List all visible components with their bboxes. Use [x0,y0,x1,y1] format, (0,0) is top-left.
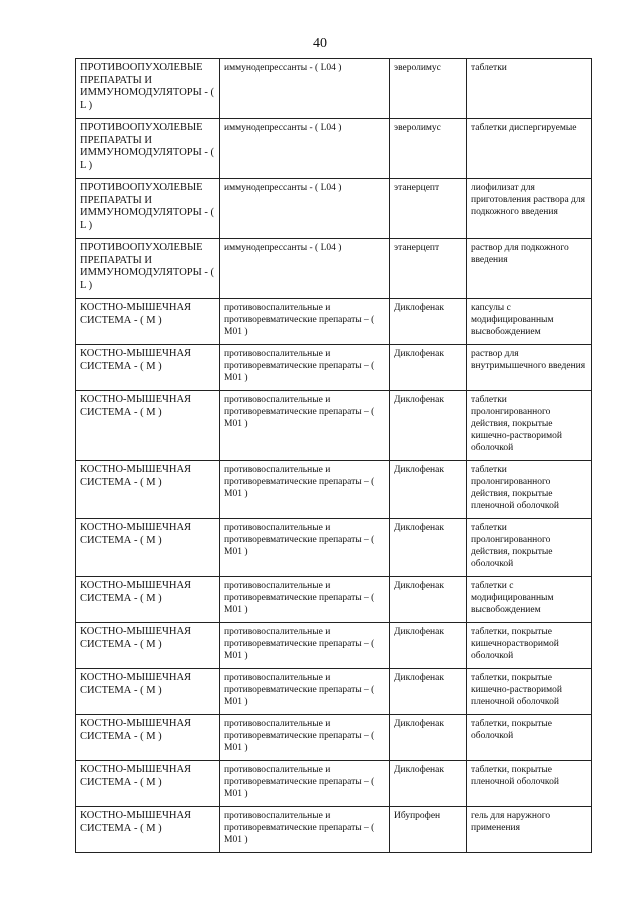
substance-cell: Диклофенак [390,461,467,519]
substance-cell: Ибупрофен [390,807,467,853]
substance-cell: Диклофенак [390,299,467,345]
group-cell: КОСТНО-МЫШЕЧНАЯ СИСТЕМА - ( M ) [76,461,220,519]
table-row [76,59,592,119]
subgroup-cell: иммунодепрессанты - ( L04 ) [220,59,390,119]
group-cell: КОСТНО-МЫШЕЧНАЯ СИСТЕМА - ( M ) [76,715,220,761]
substance-cell: Диклофенак [390,519,467,577]
table-row [76,715,592,761]
substance-cell: Диклофенак [390,761,467,807]
group-cell: КОСТНО-МЫШЕЧНАЯ СИСТЕМА - ( M ) [76,299,220,345]
form-cell: таблетки, покрытые кишечно-растворимой пленочной оболочкой [467,669,592,715]
group-cell: КОСТНО-МЫШЕЧНАЯ СИСТЕМА - ( M ) [76,807,220,853]
table-row [76,299,592,345]
group-cell: КОСТНО-МЫШЕЧНАЯ СИСТЕМА - ( M ) [76,761,220,807]
group-cell: ПРОТИВООПУХОЛЕВЫЕ ПРЕПАРАТЫ И ИММУНОМОДУЛЯТОРЫ - ( L ) [76,59,220,119]
substance-cell: эверолимус [390,119,467,179]
form-cell: таблетки пролонгированного действия, покрытые оболочкой [467,519,592,577]
subgroup-cell: иммунодепрессанты - ( L04 ) [220,119,390,179]
table-row [76,807,592,853]
drug-table [75,58,592,853]
group-cell: КОСТНО-МЫШЕЧНАЯ СИСТЕМА - ( M ) [76,345,220,391]
table-row [76,345,592,391]
form-cell: капсулы с модифицированным высвобождением [467,299,592,345]
substance-cell: этанерцепт [390,179,467,239]
substance-cell: Диклофенак [390,623,467,669]
subgroup-cell: противовоспалительные и противоревматические препараты – ( M01 ) [220,391,390,461]
substance-cell: Диклофенак [390,391,467,461]
subgroup-cell: противовоспалительные и противоревматические препараты – ( M01 ) [220,807,390,853]
substance-cell: эверолимус [390,59,467,119]
form-cell: таблетки, покрытые кишечнорастворимой оболочкой [467,623,592,669]
table-row [76,577,592,623]
table-row [76,239,592,299]
group-cell: КОСТНО-МЫШЕЧНАЯ СИСТЕМА - ( M ) [76,519,220,577]
form-cell: таблетки диспергируемые [467,119,592,179]
subgroup-cell: противовоспалительные и противоревматические препараты – ( M01 ) [220,577,390,623]
group-cell: КОСТНО-МЫШЕЧНАЯ СИСТЕМА - ( M ) [76,669,220,715]
form-cell: таблетки пролонгированного действия, покрытые пленочной оболочкой [467,461,592,519]
subgroup-cell: противовоспалительные и противоревматические препараты – ( M01 ) [220,345,390,391]
subgroup-cell: противовоспалительные и противоревматические препараты – ( M01 ) [220,669,390,715]
subgroup-cell: противовоспалительные и противоревматические препараты – ( M01 ) [220,715,390,761]
subgroup-cell: противовоспалительные и противоревматические препараты – ( M01 ) [220,519,390,577]
substance-cell: Диклофенак [390,577,467,623]
substance-cell: Диклофенак [390,715,467,761]
form-cell: раствор для внутримышечного введения [467,345,592,391]
table-row [76,461,592,519]
substance-cell: Диклофенак [390,345,467,391]
form-cell: раствор для подкожного введения [467,239,592,299]
form-cell: таблетки, покрытые пленочной оболочкой [467,761,592,807]
substance-cell: этанерцепт [390,239,467,299]
form-cell: таблетки [467,59,592,119]
subgroup-cell: иммунодепрессанты - ( L04 ) [220,239,390,299]
form-cell: таблетки, покрытые оболочкой [467,715,592,761]
subgroup-cell: иммунодепрессанты - ( L04 ) [220,179,390,239]
form-cell: таблетки с модифицированным высвобождением [467,577,592,623]
subgroup-cell: противовоспалительные и противоревматические препараты – ( M01 ) [220,761,390,807]
group-cell: КОСТНО-МЫШЕЧНАЯ СИСТЕМА - ( M ) [76,623,220,669]
page-number: 40 [313,36,327,51]
subgroup-cell: противовоспалительные и противоревматические препараты – ( M01 ) [220,623,390,669]
table-row [76,623,592,669]
table-row [76,669,592,715]
group-cell: ПРОТИВООПУХОЛЕВЫЕ ПРЕПАРАТЫ И ИММУНОМОДУЛЯТОРЫ - ( L ) [76,179,220,239]
table-row [76,391,592,461]
table-body [76,59,592,853]
group-cell: КОСТНО-МЫШЕЧНАЯ СИСТЕМА - ( M ) [76,391,220,461]
table-row [76,119,592,179]
table-row [76,761,592,807]
group-cell: ПРОТИВООПУХОЛЕВЫЕ ПРЕПАРАТЫ И ИММУНОМОДУЛЯТОРЫ - ( L ) [76,119,220,179]
form-cell: гель для наружного применения [467,807,592,853]
form-cell: таблетки пролонгированного действия, покрытые кишечно-растворимой оболочкой [467,391,592,461]
table-row [76,519,592,577]
subgroup-cell: противовоспалительные и противоревматические препараты – ( M01 ) [220,299,390,345]
substance-cell: Диклофенак [390,669,467,715]
group-cell: ПРОТИВООПУХОЛЕВЫЕ ПРЕПАРАТЫ И ИММУНОМОДУЛЯТОРЫ - ( L ) [76,239,220,299]
form-cell: лиофилизат для приготовления раствора для подкожного введения [467,179,592,239]
group-cell: КОСТНО-МЫШЕЧНАЯ СИСТЕМА - ( M ) [76,577,220,623]
table-row [76,179,592,239]
subgroup-cell: противовоспалительные и противоревматические препараты – ( M01 ) [220,461,390,519]
